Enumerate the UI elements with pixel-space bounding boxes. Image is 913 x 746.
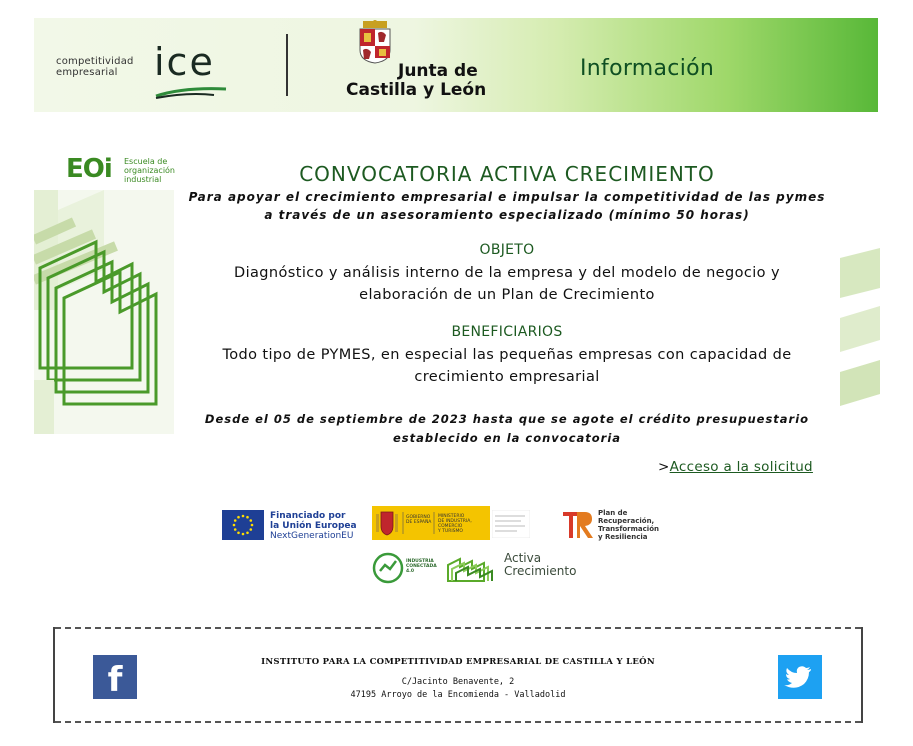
gobierno-text: GOBIERNO DE ESPAÑA — [406, 515, 432, 525]
eoi-logo-text: Escuela de organización industrial — [124, 157, 176, 184]
activa-crecimiento-text: Activa Crecimiento — [504, 551, 577, 578]
page-title: CONVOCATORIA ACTIVA CRECIMIENTO — [299, 162, 715, 186]
right-decoration-icon — [840, 248, 880, 428]
beneficiarios-body: Todo tipo de PYMES, en especial las pequeñas empresas con capacidad de crecimiento empresarial — [222, 347, 792, 385]
plan-recuperacion-text: Plan de Recuperación, Transformación y Resiliencia — [598, 509, 659, 541]
header-banner — [34, 18, 878, 112]
plan-recuperacion-logo — [558, 506, 668, 546]
access-application-link[interactable]: Acceso a la solicitud — [669, 459, 813, 475]
ice-logo-wordmark: ice — [154, 40, 215, 84]
footer-address: C/Jacinto Benavente, 2 47195 Arroyo de la Encomienda - Valladolid — [350, 677, 566, 700]
facebook-icon[interactable]: f — [93, 655, 137, 699]
eoi-graphic-icon — [34, 150, 174, 434]
eu-funding-text: Financiado por la Unión Europea NextGenerationEU — [270, 511, 357, 541]
beneficiarios-heading: BENEFICIARIOS — [451, 324, 563, 340]
prtr-icon — [558, 506, 596, 544]
footer — [53, 627, 863, 723]
subtitle: Para apoyar el crecimiento empresarial e impulsar la competitividad de las pymes a través de un asesoramiento especializado (mínimo 50 horas) — [188, 190, 826, 222]
eoi-decoration — [34, 150, 174, 434]
footer-organization: INSTITUTO PARA LA COMPETITIVIDAD EMPRESARIAL DE CASTILLA Y LEÓN — [261, 657, 655, 667]
ice-logo-caption: competitividad empresarial — [56, 56, 134, 78]
announcement-content — [176, 158, 838, 448]
eoi-logo-letters: EOi — [66, 154, 112, 184]
industria-conectada-text: INDUSTRIA CONECTADA 4.0 — [406, 559, 437, 574]
ice-swoosh-icon — [154, 86, 228, 100]
objeto-body: Diagnóstico y análisis interno de la empresa y del modelo de negocio y elaboración de un Plan de Crecimiento — [234, 265, 780, 303]
dates-notice: Desde el 05 de septiembre de 2023 hasta que se agote el crédito presupuestario establecido en la convocatoria — [204, 412, 810, 445]
ministerio-text: MINISTERIO DE INDUSTRIA, COMERCIO Y TURISMO — [438, 514, 472, 534]
gobierno-secondary-mark — [492, 510, 530, 538]
activa-crecimiento-icon — [446, 551, 502, 583]
gobierno-espana-logo — [372, 506, 532, 544]
header-divider — [286, 34, 288, 96]
industria-conectada-logo — [372, 551, 442, 589]
objeto-heading: OBJETO — [479, 242, 535, 258]
header-info-title: Información — [580, 56, 715, 81]
castilla-leon-crest-icon — [356, 20, 394, 64]
junta-castilla-leon-logo-text: Junta de Castilla y León — [346, 61, 487, 100]
access-link-prefix: > — [658, 459, 670, 475]
eu-funding-logo — [222, 510, 357, 541]
ice-logo — [56, 38, 236, 98]
access-link-container — [658, 459, 813, 475]
eu-flag-icon — [222, 510, 264, 540]
activa-crecimiento-logo — [446, 551, 577, 587]
twitter-icon[interactable] — [778, 655, 822, 699]
